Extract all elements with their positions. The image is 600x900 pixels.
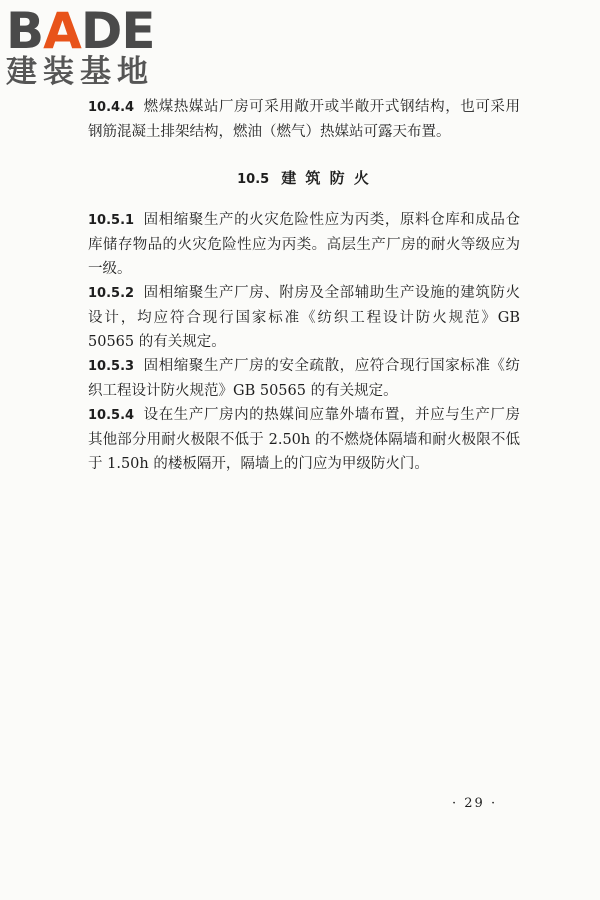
page-number: · 29 ·: [452, 796, 498, 811]
section-heading: [88, 166, 520, 192]
clause-text: 固相缩聚生产厂房的安全疏散，应符合现行国家标准《纺织工程设计防火规范》GB 50565 的有关规定。: [88, 358, 520, 399]
clause-10-5-1: [88, 208, 520, 281]
clause-number: 10.4.4: [88, 100, 135, 115]
clause-number: 10.5.1: [88, 213, 135, 228]
logo-chinese-text: 建装基地: [6, 54, 154, 90]
document-body: [88, 95, 520, 476]
clause-number: 10.5.3: [88, 359, 135, 374]
clause-text: 燃煤热媒站厂房可采用敞开或半敞开式钢结构，也可采用钢筋混凝土排架结构，燃油（燃气）热媒站可露天布置。: [88, 99, 520, 140]
clause-10-5-2: [88, 281, 520, 354]
clause-10-4-4: [88, 95, 520, 144]
clause-text: 固相缩聚生产厂房、附房及全部辅助生产设施的建筑防火设计，均应符合现行国家标准《纺织工程设计防火规范》GB 50565 的有关规定。: [88, 285, 520, 350]
bade-logo: [6, 4, 176, 90]
clause-number: 10.5.4: [88, 408, 135, 423]
logo-wordmark: BADE: [6, 2, 155, 60]
section-title: 建 筑 防 火: [281, 169, 371, 187]
clause-number: 10.5.2: [88, 286, 135, 301]
clause-text: 固相缩聚生产的火灾危险性应为丙类，原料仓库和成品仓库储存物品的火灾危险性应为丙类。高层生产厂房的耐火等级应为一级。: [88, 212, 520, 277]
clause-text: 设在生产厂房内的热媒间应靠外墙布置，并应与生产厂房其他部分用耐火极限不低于 2.50h 的不燃烧体隔墙和耐火极限不低于 1.50h 的楼板隔开，隔墙上的门应为甲级防火门。: [88, 407, 520, 472]
clause-10-5-4: [88, 403, 520, 476]
clause-10-5-3: [88, 354, 520, 403]
section-number: 10.5: [237, 172, 270, 187]
